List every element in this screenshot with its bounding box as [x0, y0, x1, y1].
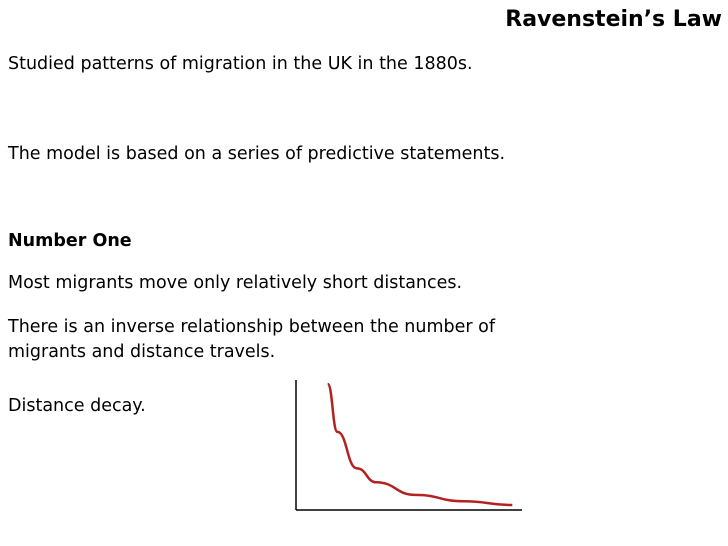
statement-distance-decay: Distance decay.	[8, 396, 146, 416]
distance-decay-chart	[288, 380, 528, 515]
intro-text: Studied patterns of migration in the UK in the 1880s.	[8, 54, 473, 74]
slide-title: Ravenstein’s Law	[505, 7, 722, 32]
statement-short-distances: Most migrants move only relatively short distances.	[8, 273, 463, 293]
statement-inverse-line2: migrants and distance travels.	[8, 342, 276, 362]
model-text: The model is based on a series of predictive statements.	[8, 144, 506, 164]
section-heading: Number One	[8, 231, 132, 251]
distance-decay-curve	[328, 384, 513, 505]
statement-inverse-line1: There is an inverse relationship between the number of	[8, 317, 496, 337]
